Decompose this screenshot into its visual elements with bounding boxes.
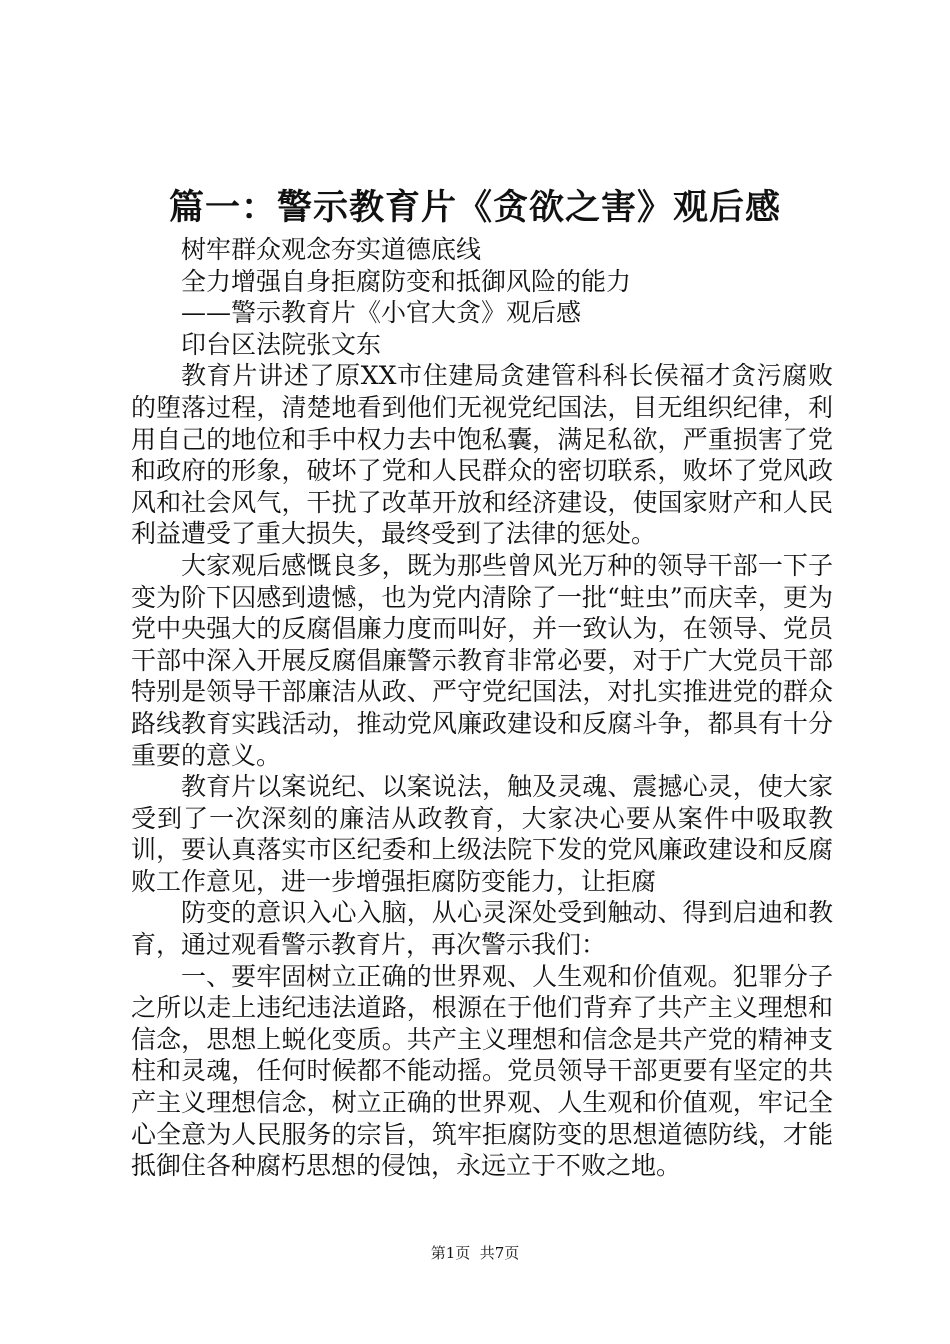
body-paragraph-2: 大家观后感慨良多，既为那些曾风光万种的领导干部一下子变为阶下囚感到遗憾，也为党内清除了一批“蛀虫”而庆幸，更为党中央强大的反腐倡廉力度而叫好，并一致认为，在领导、党员干部中深入开展反腐倡廉警示教育非常必要，对于广大党员干部特别是领导干部廉洁从政、严守党纪国法，对扎实推进党的群众路线教育实践活动，推动党风廉政建设和反腐斗争，都具有十分重要的意义。 <box>131 550 833 770</box>
body-paragraph-1: 教育片讲述了原XX市住建局贪建管科科长侯福才贪污腐败的堕落过程，清楚地看到他们无视党纪国法，目无组织纪律，利用自己的地位和手中权力去中饱私囊，满足私欲，严重损害了党和政府的形象，破坏了党和人民群众的密切联系，败坏了党风政风和社会风气，干扰了改革开放和经济建设，使国家财产和人民利益遭受了重大损失，最终受到了法律的惩处。 <box>131 361 833 549</box>
page-number-footer: 第1页 共7页 <box>430 1244 520 1262</box>
subtitle-line-3: ——警示教育片《小官大贪》观后感 <box>181 298 582 328</box>
document-title: 篇一：警示教育片《贪欲之害》观后感 <box>168 187 781 228</box>
body-paragraph-5: 一、要牢固树立正确的世界观、人生观和价值观。犯罪分子之所以走上违纪违法道路，根源在于他们背弃了共产主义理想和信念，思想上蜕化变质。共产主义理想和信念是共产党的精神支柱和灵魂，任何时候都不能动摇。党员领导干部更要有坚定的共产主义理想信念，树立正确的世界观、人生观和价值观，牢记全心全意为人民服务的宗旨，筑牢拒腐防变的思想道德防线，才能抵御住各种腐朽思想的侵蚀，永远立于不败之地。 <box>131 961 833 1181</box>
document-body <box>131 234 833 1182</box>
subtitle-line-2: 全力增强自身拒腐防变和抵御风险的能力 <box>181 266 632 296</box>
subtitle-line-1: 树牢群众观念夯实道德底线 <box>181 235 482 264</box>
body-paragraph-4: 防变的意识入心入脑，从心灵深处受到触动、得到启迪和教育，通过观看警示教育片，再次警示我们： <box>131 898 833 960</box>
body-paragraph-3: 教育片以案说纪、以案说法，触及灵魂、震撼心灵，使大家受到了一次深刻的廉洁从政教育，大家决心要从案件中吸取教训，要认真落实市区纪委和上级法院下发的党风廉政建设和反腐败工作意见，进一步增强拒腐防变能力，让拒腐 <box>131 772 833 896</box>
author-line: 印台区法院张文东 <box>181 329 382 359</box>
